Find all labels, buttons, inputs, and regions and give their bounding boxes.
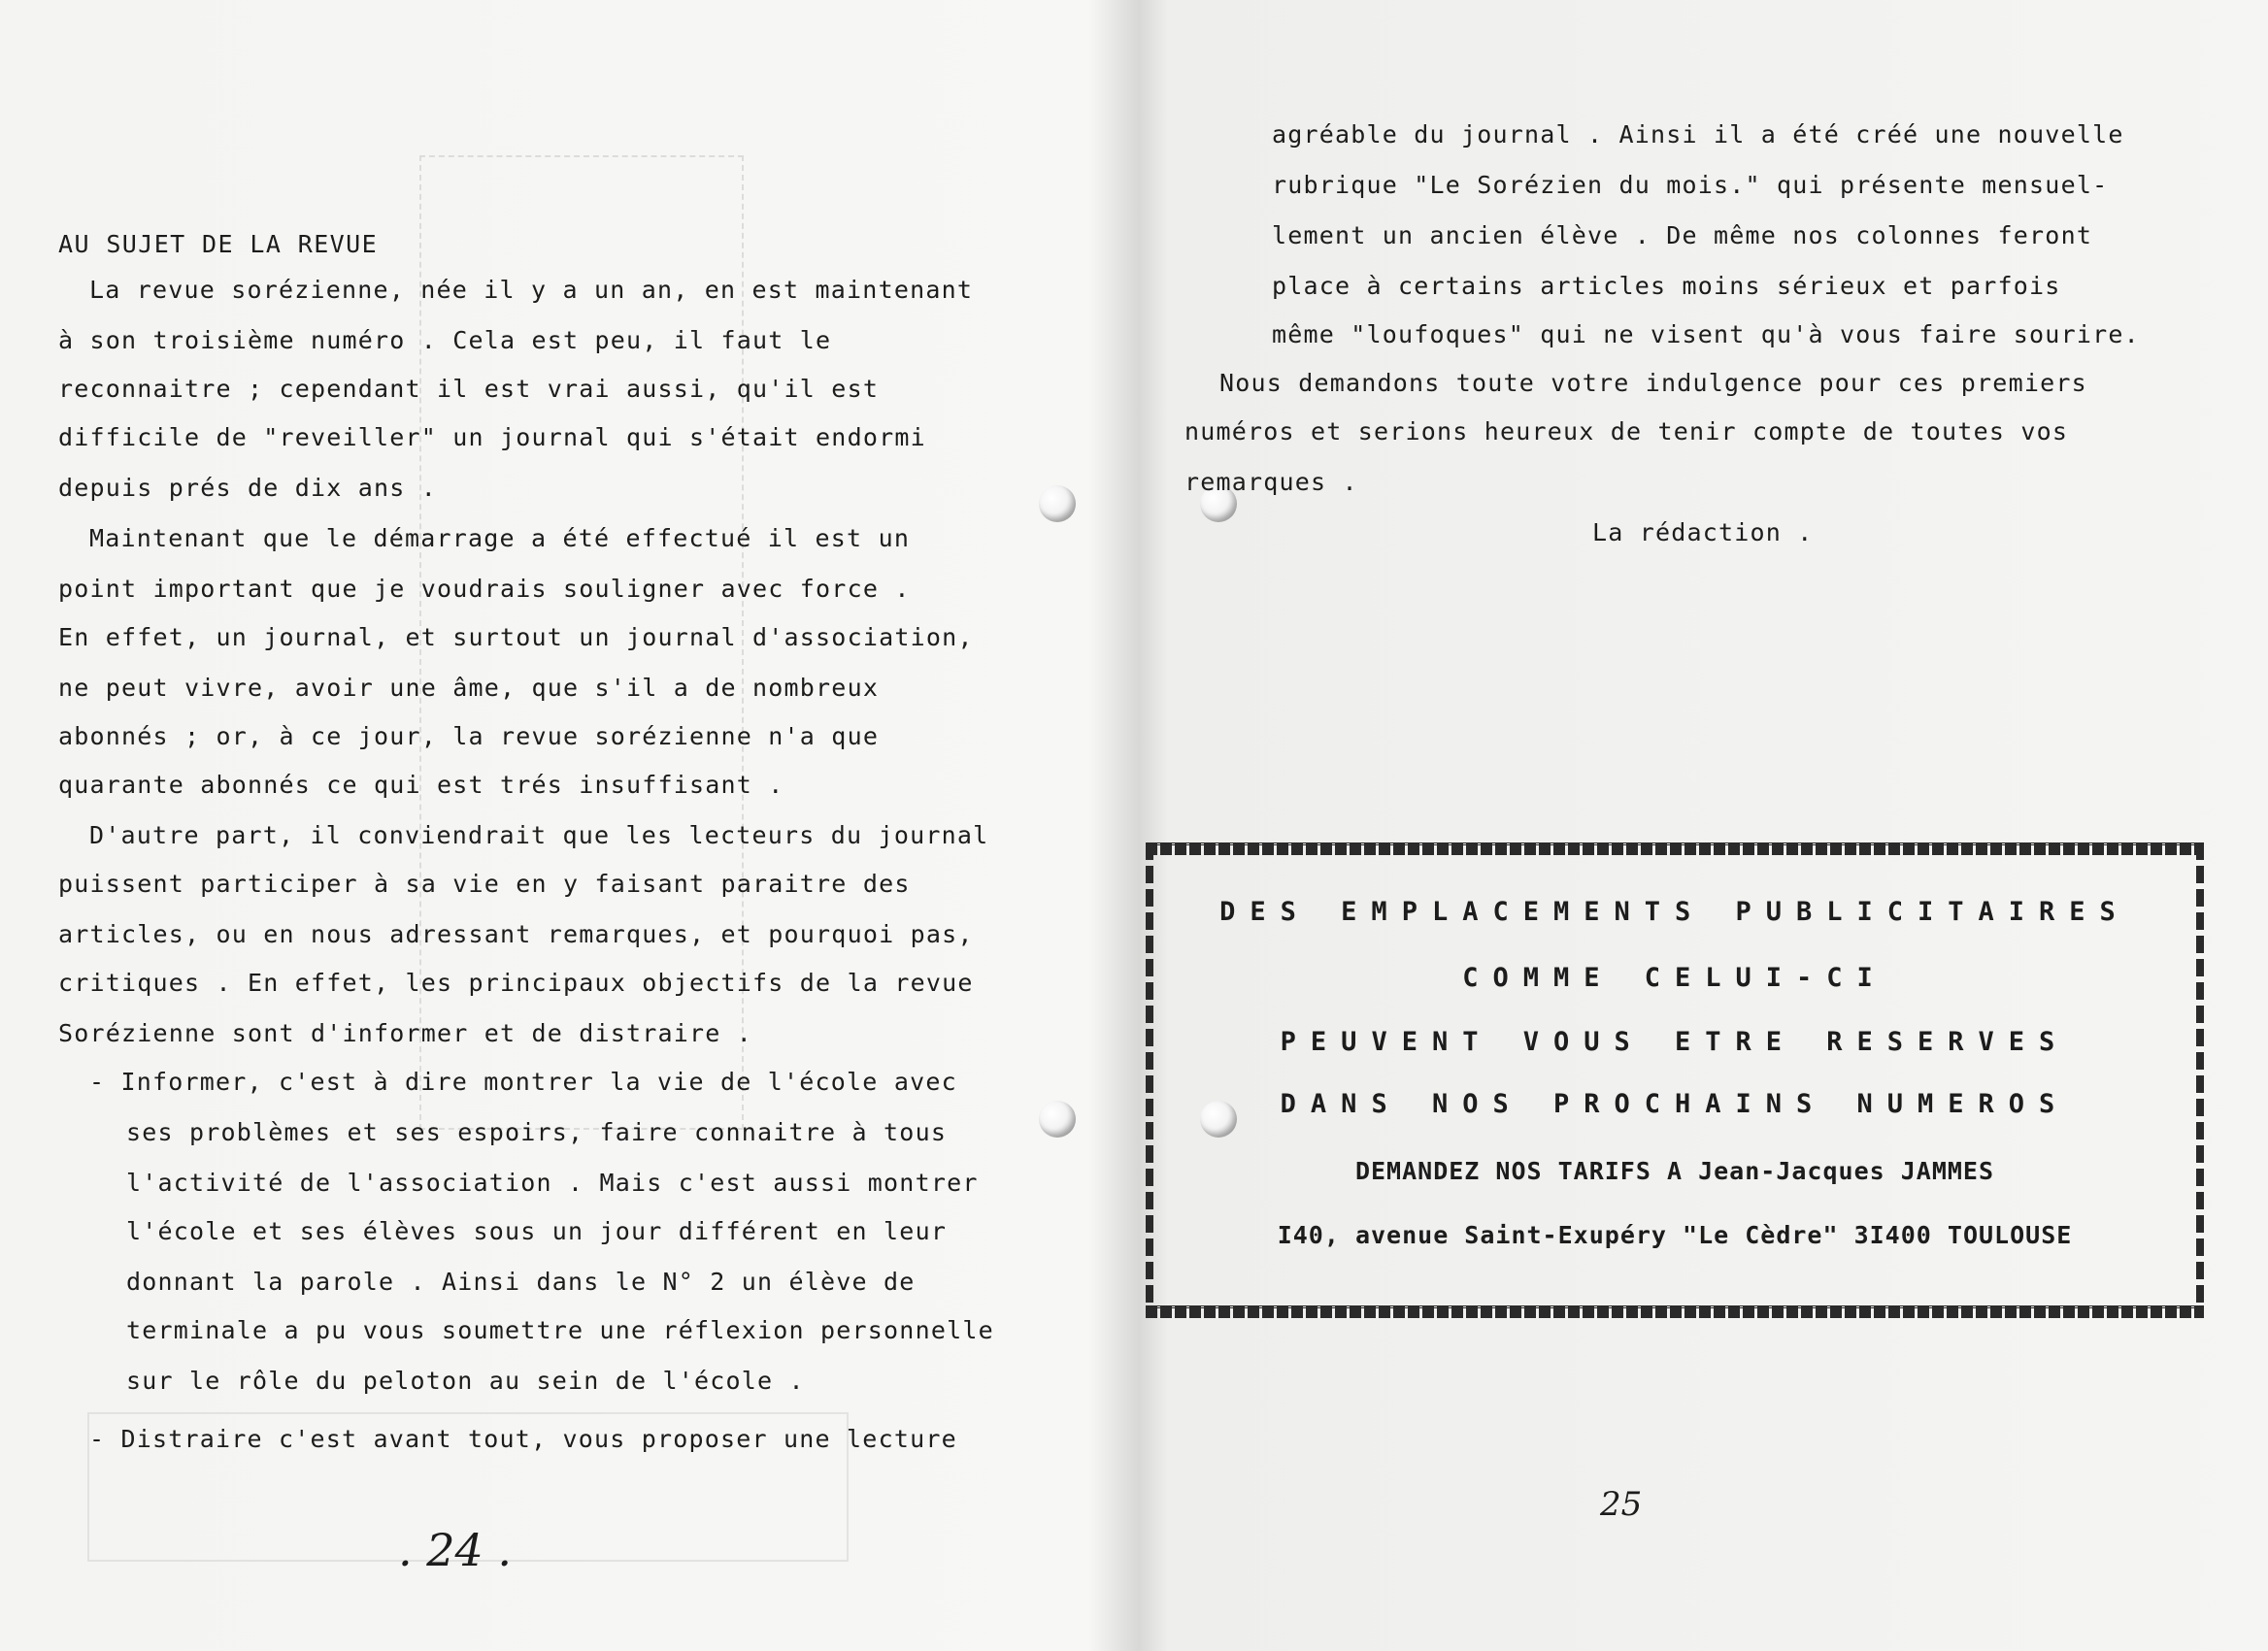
text-line: place à certains articles moins sérieux et parfois [1272,272,2061,300]
text-line: reconnaitre ; cependant il est vrai aussi, qu'il est [58,375,880,403]
page-number-right: 25 [1600,1485,1643,1524]
text-line: lement un ancien élève . De même nos colonnes feront [1272,221,2093,249]
text-line: depuis prés de dix ans . [58,474,438,502]
signature: La rédaction . [1592,518,1814,546]
ad-line: PEUVENT VOUS ETRE RESERVES [1280,1027,2070,1057]
text-line: articles, ou en nous adressant remarques, et pourquoi pas, [58,920,974,948]
text-line: numéros et serions heureux de tenir compte de toutes vos [1184,417,2069,446]
ad-border [1146,842,2204,855]
text-line: donnant la parole . Ainsi dans le N° 2 un élève de [126,1268,916,1296]
text-line: - Informer, c'est à dire montrer la vie de l'école avec [89,1068,957,1096]
text-line: l'activité de l'association . Mais c'est aussi montrer [126,1169,979,1197]
article-heading: AU SUJET DE LA REVUE [58,230,379,258]
ad-line: COMME CELUI-CI [1462,963,1887,993]
text-line: D'autre part, il conviendrait que les lecteurs du journal [89,821,989,849]
ad-border [1146,1305,2204,1318]
text-line: difficile de "reveiller" un journal qui s'était endormi [58,423,926,451]
left-page [0,0,1126,1651]
text-line: - Distraire c'est avant tout, vous proposer une lecture [89,1425,957,1453]
text-line: à son troisième numéro . Cela est peu, il faut le [58,326,832,354]
text-line: Maintenant que le démarrage a été effectué il est un [89,524,911,552]
text-line: En effet, un journal, et surtout un journal d'association, [58,623,974,651]
text-line: abonnés ; or, à ce jour, la revue sorézienne n'a que [58,722,880,750]
text-line: point important que je voudrais souligner avec force . [58,575,911,603]
text-line: quarante abonnés ce qui est trés insuffisant . [58,771,784,799]
page-number-left: . 24 . [398,1524,513,1576]
punch-hole [1039,485,1076,522]
ad-address: I40, avenue Saint-Exupéry "Le Cèdre" 3I400 TOULOUSE [1277,1221,2073,1249]
text-line: même "loufoques" qui ne visent qu'à vous faire sourire. [1272,320,2140,348]
text-line: ne peut vivre, avoir une âme, que s'il a de nombreux [58,674,880,702]
text-line: sur le rôle du peloton au sein de l'école . [126,1367,805,1395]
text-line: Nous demandons toute votre indulgence pour ces premiers [1219,369,2087,397]
text-line: terminale a pu vous soumettre une réflexion personnelle [126,1316,994,1344]
text-line: ses problèmes et ses espoirs, faire connaitre à tous [126,1118,948,1146]
advertisement-box [1146,842,2204,1318]
ad-line: DANS NOS PROCHAINS NUMEROS [1280,1089,2070,1119]
text-line: rubrique "Le Sorézien du mois." qui présente mensuel- [1272,171,2109,199]
text-line: l'école et ses élèves sous un jour différent en leur [126,1217,948,1245]
punch-hole [1039,1101,1076,1138]
text-line: La revue sorézienne, née il y a un an, en est maintenant [89,276,974,304]
text-line: critiques . En effet, les principaux objectifs de la revue [58,969,974,997]
text-line: Sorézienne sont d'informer et de distraire . [58,1019,753,1047]
text-line: remarques . [1184,468,1358,496]
ad-contact: DEMANDEZ NOS TARIFS A Jean-Jacques JAMMES [1354,1157,1995,1185]
ad-line: DES EMPLACEMENTS PUBLICITAIRES [1219,897,2130,927]
text-line: puissent participer à sa vie en y faisant paraitre des [58,870,911,898]
text-line: agréable du journal . Ainsi il a été créé une nouvelle [1272,120,2124,149]
